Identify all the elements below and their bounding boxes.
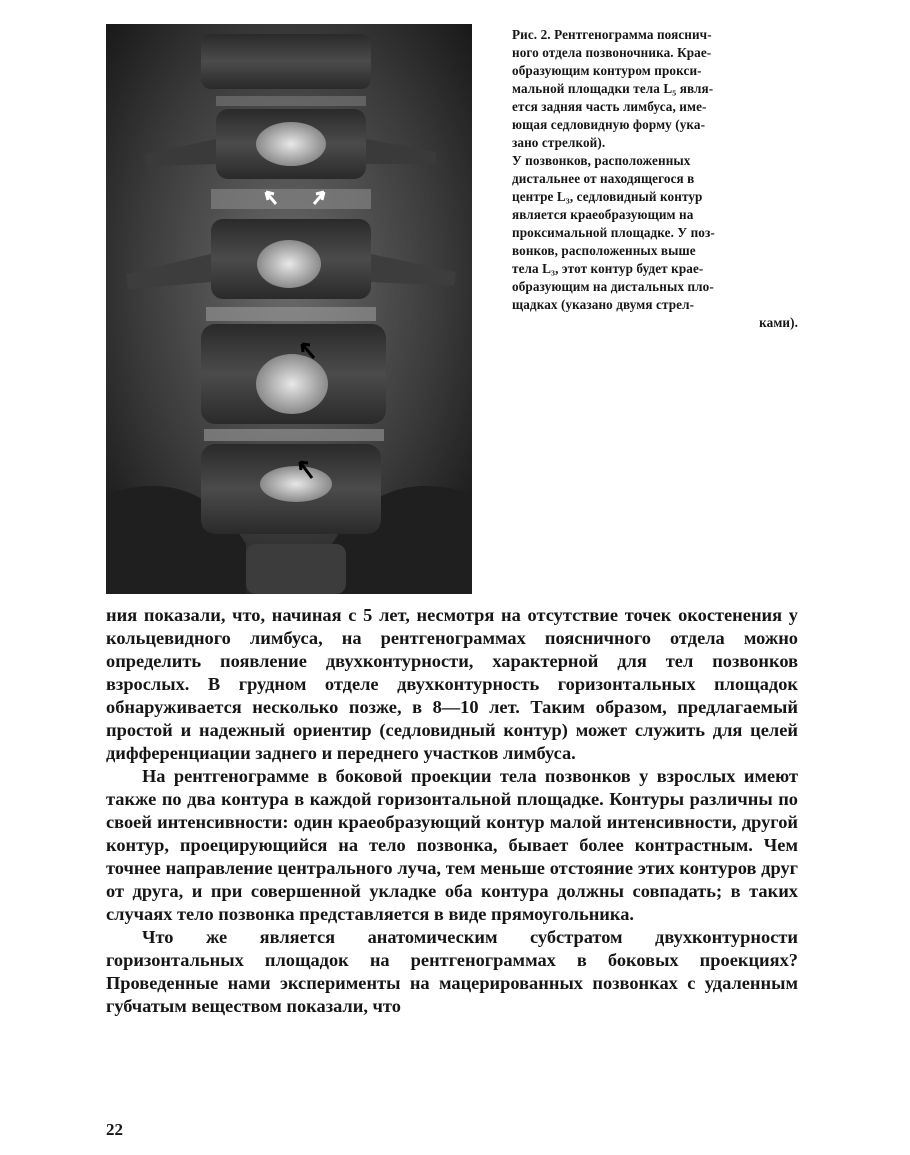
page-number: 22 <box>106 1120 123 1139</box>
caption-line: центре L₃, седловидный контур <box>512 189 703 204</box>
body-text <box>106 604 798 1018</box>
xray-figure <box>106 24 472 594</box>
caption-line: У позвонков, расположенных <box>512 153 691 168</box>
caption-line: образующим на дистальных пло- <box>512 279 714 294</box>
paragraph-1: ния показали, что, начиная с 5 лет, несмотря на отсутствие точек окостенения у кольцевидного лимбуса, на рентгенограммах поясничного отдела можно определить появление двухконтурности, характерной для тел позвонков взрослых. В грудном отделе двухконтурность горизонтальных площадок обнаруживается несколько позже, в 8—10 лет. Таким образом, предлагаемый простой и надежный ориентир (седловидный контур) может служить для целей дифференциации заднего и переднего участков лимбуса. <box>106 605 798 763</box>
paragraph-3: Что же является анатомическим субстратом двухконтурности горизонтальных площадок на рентгенограммах в боковых проекциях? Проведенные нами эксперименты на мацерированных позвонках с удаленным губчатым веществом показали, что <box>106 927 798 1016</box>
caption-line: ется задняя часть лимбуса, име- <box>512 99 707 114</box>
caption-line: образующим контуром прокси- <box>512 63 702 78</box>
caption-line: ющая седловидную форму (ука- <box>512 117 706 132</box>
figure-caption <box>512 26 798 332</box>
caption-line: ками). <box>759 315 798 330</box>
caption-line: ного отдела позвоночника. Крае- <box>512 45 712 60</box>
caption-line: проксимальной площадке. У поз- <box>512 225 715 240</box>
caption-line: вонков, расположенных выше <box>512 243 696 258</box>
caption-line: мальной площадки тела L₅ явля- <box>512 81 714 96</box>
caption-line: щадках (указано двумя стрел- <box>512 297 695 312</box>
caption-line: является краеобразующим на <box>512 207 694 222</box>
caption-line: тела L₃, этот контур будет крае- <box>512 261 704 276</box>
caption-line: зано стрелкой). <box>512 135 606 150</box>
caption-line: Рис. 2. Рентгенограмма пояснич- <box>512 27 712 42</box>
paragraph-2: На рентгенограмме в боковой проекции тела позвонков у взрослых имеют также по два контура в каждой горизонтальной площадке. Контуры различны по своей интенсивности: один краеобразующий контур малой интенсивности, другой контур, проецирующийся на тело позвонка, бывает более контрастным. Чем точнее направление центрального луча, тем меньше отстояние этих контуров друг от друга, и при совершенной укладке оба контура должны совпадать; в таких случаях тело позвонка представляется в виде прямоугольника. <box>106 766 798 924</box>
caption-line: дистальнее от находящегося в <box>512 171 695 186</box>
xray-image <box>106 24 472 594</box>
